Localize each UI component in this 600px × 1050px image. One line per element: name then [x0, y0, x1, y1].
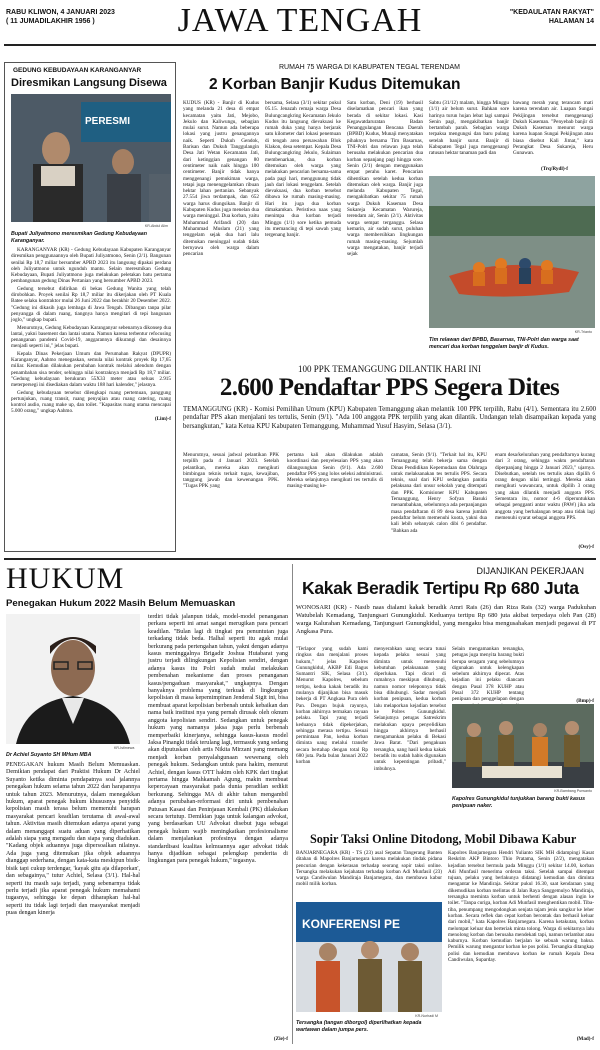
author-sign: (Bmp)-f	[576, 698, 594, 704]
story-lead: WONOSARI (KR) - Nasib naas dialami kakak beradik Amri Rais (26) dan Riza Rais (32) warga Padukuhan Watubelah Kemadang, Tanjungsari Gunungkidul. Keduanya tertipu Rp 680 juta akibat terpedaya oleh Pan (28) warga Kalurahan Kemadang, Tanjungsari Gunungkidul, yang mengaku bisa mengusahakan menjadi pegawai di PT Angkasa Pura.	[296, 604, 596, 635]
body-paragraph: Gedung kebudayaan tersebut dilengkapi ruang pertemuan, panggung pertunjukan, ruang transit, ruang penyajian atau ruang catering, ruang kontrol audio, ruang make up, dan toilet. "Kapasitas ruang utama mencapai 5.000 orang," ungkap Aahmo.	[11, 389, 171, 415]
story-kicker: 100 PPK TEMANGGUNG DILANTIK HARI INI	[297, 364, 482, 374]
author-sign: (Osy)-f	[578, 544, 594, 550]
slogan: "KEDAULATAN RAKYAT"	[509, 9, 594, 16]
story-kicker: GEDUNG KEBUDAYAAN KARANGANYAR	[13, 67, 142, 74]
photo-credit: KR-Istimewa	[114, 746, 135, 750]
section-title: HUKUM	[6, 562, 125, 595]
body-paragraph: Gedung tersebut didirikan di bekas Gedung Wanita yang telah dirobohkan. Proyek senilai Rp 18,7 miliar itu dikerjakan oleh PT Kuala Batee selaku kontraktor mulai 26 Juni 2022 dan berakhir 20 Desember 2022. "Gedung ini dikasih juga lembaga di Jawa Tengah. Dibangun tanpa pilar penyangga di dalam ruang, tiangnya hanya mengitari di tepi bangunan joglo," ungkap bupati.	[11, 285, 171, 324]
flood-rescue-photo	[429, 176, 595, 328]
press-conference-photo	[296, 902, 442, 1012]
photo-caption: Dr Achiel Suyanto SH MHum MBA	[6, 752, 92, 758]
story-column: Kapolres Banjarnegara Hendri Yulianto SIK MH didampingi Kasat Reskrim AKP Bintoro Thio Pratama, Senin (2/2), mengatakan kejadian tersebut bermula pada Minggu (1/1) sekitar 14.00, korban Adi Munfasil menerima orderan taksi. Setelah sampai ditempat tujuan, pelaku yang berlakunya didatangi kemudian dan diminta mengantar ke Mandiraja. Sekitar pukul 16.30, saat kendaraan yang dikemudikan korban melintas di Jalan Raya Sanggemulyo Mandiraja, tersangka meminta korban untuk berhenti dengan alasan ingin ke toilet. "Tanpa curiga, korban Adi Munfasil menghentikan mobil. Tiba-tiba, penumpang mengodongkan senjata tajam jenis sangkur ke leher korban. Secara reflek dan cepat korban berontak dan berhasil keluar dari mobil," kata Kapolres Banjarnegara. Karena ketakutan, korban melompat keluar dan berteriak minta tolong. Warga di sekitarnya lalu menolong korban dan berusaha mendekati tapi, namun terlambat atau kaburnya. Korban kemudian berjalan ke sebuah warung baksa. Pemilik warung mengantar korban ke pos polisi. Tersangka ditangkap polisi dan kemudian membawa korban ke rumah Kepala Desa Candiwulan, Suparday.	[448, 850, 594, 964]
story-column: bawang merah yang terancam mati karena terendam air. Luapan Sungai Pekijingan tersebut menggenangi Dukuh Kaseman. "Penyebab banjir di Dukuh Kaseman menurut warga karena luapan Sungai Pekijingan atau biasa disebut Kali Jimat," kata Perangkat Desa Sukareja, Heru Gunawan.	[513, 100, 593, 157]
story-headline: 2 Korban Banjir Kudus Ditemukan	[209, 76, 461, 93]
story-column: camatan, Senin (9/1). "Terkait hal itu, KPU Temanggung telah bekerja sama dengan Dinas Pendidikan Kepemudaan dan Olahraga untuk melaksanakan tes tertulis PPS. Secara teknis, soal dari KPU sedangkan panitia pelaksana dari unsur sekolah yang ditempati dan PPK. Komisioner KPU Kabupaten Temanggung, Henry Sofyan Basuki menambahkan, sebelumnya ada perpanjangan masa pendaftaran di 89 desa karena jumlah pendaftar belum memenuhi kuota, yakni dua kali lebih sebanyak calon dibi 6 pendaftar. "Bahkan ada	[391, 452, 487, 534]
story-column: bersama, Selasa (3/1) sekitar pukul 05.15. Jenazah remaja warga Desa Bulungcangkring Kecamatan Jekulo Kudus itu langsung dievakuasi ke rumah duka yang hanya berjarak satu kilometer dari lokasi penemuan di tengah area persawahan Blok Klakon, desa setempat. Kepala Desa Bulungcangkring Jekulo, Sulaiman membenarkan, dua korban ditemukan oleh warga yang melakukan pencarian bersama-sama pada pagi hari, menggunung tidak jauh dari lokasi tenggelam. Setelah dievakuasi, dua korban tersebut dibawa ke rumah masing-masing. Hari itu juga dua korban dimakamkan. Peristiwa naas yang menimpa dua korban terjadi Minggu (1/1) sore ketika pemuda itu memancing di tepi sawah yang tergenang banjir.	[265, 100, 341, 239]
story-column: enam desa/kelurahan yang pendaftarnya kurang dari 3 orang, sehingga waktu pendaftaran diperpanjang hingga 2 Januari 2023," ujarnya. Disebutkan, setelah tes tertulis akan dipilih 6 orang dengan nilai tertinggi. Mereka akan mengikuti wawancara, untuk dipilih 3 orang yang akan dilantik menjadi anggota PPS. Sementara itu, nomor 4-6 diperuntukkan sebagai pengganti antar waktu (PAW) jika ada anggota yang berhalangan tetap atau tidak lagi memenuhi syarat sebagai anggota PPS.	[495, 452, 595, 521]
body-paragraph: Menurutnya, Gedung Kebudayaan Karanganyar sebenarnya dikonsep dua lantai, yakni basement dan lantai utama. Namun karena terbentur refocusing penanganan pandemi Covid-19, anggarannya dikurangi dan desainnya menjadi seperti ini," jelas bupati.	[11, 324, 171, 350]
story-gedung-kebudayaan	[4, 62, 176, 552]
photo-caption: Bupati Juliyatmono meresmikan Gedung Kebudayaan Karanganyar.	[11, 231, 147, 244]
story-kicker: RUMAH 75 WARGA DI KABUPATEN TEGAL TERENDAM	[279, 64, 460, 71]
photo-credit: KR-Nurhadi M	[415, 1014, 438, 1018]
story-headline: 2.600 Pendaftar PPS Segera Dites	[219, 374, 560, 401]
photo-caption: Kapolres Gunungkidul tunjukkan barang bukti kasus penipuan naker.	[452, 796, 586, 809]
story-sopir-taksi	[296, 832, 596, 1046]
story-column: Satu korban, Deni (19) berhasil diselamatkan pencari ikan yang berada di sekitar lokasi. Kasi Kegawatdaruratan Badan Penanggulangan Bencana Daerah (BPBD) Kudus, Munaji menyatakan pihaknya bersama Tim Basarnas, TNI-Polri dan relawan juga telah berusaha melakukan pencarian dua korban sepanjang pagi hingga sore. Senin (2/1) dengan menggunakan empat perahu karet. Pencarian dihentikan setelah kedua korban ditemukan oleh warga. Banjir juga melanda Kabupaten Tegal, mengakibatkan sekitar 75 rumah warga Dukuh Kaseman Desa Sukareja Kecamatan Warureja, terendam air, Senin (2/1). Aktivitas warga sempat terganggu. Selasa kemarin, air sudah surut, puluhan warga membersihkan lingkungan rumah masing-masing. Sejumlah warga mengatakan, banjir terjadi sejak	[347, 100, 423, 258]
masthead-rule	[4, 44, 596, 46]
story-headline: Diresmikan Langsung Disewa	[11, 77, 167, 89]
story-photo	[11, 94, 171, 222]
photo-caption: Tersangka (tangan diborgol) diperlihatkan kepada wartawan dalam jumpa pers.	[296, 1020, 422, 1033]
section-hukum	[4, 562, 290, 1046]
author-sign: (Lim)-f	[154, 415, 171, 422]
story-column: terdiri tidak jalanpun tidak, model-model penanganan perkara seperti ini amat sangat merugikan para pencari keadilan. "Bulan lagi di tingkat pra penuntutan juga terkadang tidak beda. Halhal seperti itu agak mulai berkurang pada pertengahan tahun, yakni dengan adanya kasus meninggalnya Brigadir Joshua Hutabarat yang justru terjadi dilingkungan Kepolisian sendiri, dengan adanya kasus itu Polri sudah mulai melakukan pembenahan mekanisme dan proses penanganan kasus/pengaduan masyarakat," ungkapnya. Dengan banyaknya problema yang terkuak di lingkungan kepolisian di masa kepemimpinan Jenderal Sigit ini, bisa membuat aparat kepolisian berbenah untuk kebaikan dan nama baik institusi nya yang pernah dirusak oleh oknum anggota kepolisian sendiri. Sedangkan untuk penegak hukum yang namanya jaksa juga perlu berbenah memperbaiki kinerjanya, sehingga kasus-kasus model Jaksa Pinangki tidak terulang lagi, termasuk yang sedang akan diputuskan oleh artis Nikita Mirzani yang memang menjadi korban penyalahgunaan wewenang oleh penegak hukum. Sedangkan untuk para hakim, menurut Achiel, dengan kasus OTT hakim oleh KPK dari tingkat pertama hingga Mahkamah Agung, makin membuat kepercayaan masyarakat pada dunia peradilan sedikit berkurang. Sehingga MA di akhir tahun mengambil adanya perubahan-reformasi diri untuk pembenahan Putusan Kasasi dan Peninjauan Kembali (PK) dilakukan secara tertutup. Demikian juga untuk kalangan advokat, yang berdasarkan UU Advokat disebut juga sebagai penegak hukum wajib meningkatkan profesionalisme dalam menjalankan profesinya dengan adanya standardisasi kualitas kelmuannya agar advokat tidak hanya dijadikan sebagai pelengkap penderita di lingkungan para penegak hukum," tegasnya.	[148, 614, 288, 865]
story-photo	[429, 176, 595, 328]
author-sign: (Mad)-f	[576, 1036, 594, 1042]
hijri-date-line: ( 11 JUMADILAKHIR 1956 )	[6, 18, 95, 25]
body-paragraph: KARANGANYAR (KR) - Gedung Kebudayaan Kabupaten Karanganyar diresmikan penggunaannya oleh Bupati Juliyatmono, Senin (2/1). Bangunan senilai Rp 18,7 miliar bersumber APBD 2023 itu langsung dipakai perdana oleh Juliyatmono untuk ngunduh mantu. Selain meresmikan Gedung Kebudayaan, Bupati Juliyatmono juga melakukan peletakan batu pertama pembangunan gedung Dinas Pertanian yang bersumber APBD 2023.	[11, 247, 171, 285]
story-photo	[296, 902, 442, 1012]
story-column: Sabtu (31/12) malam, hingga Minggu (1/1) air belum surut. Bahkan sore harinya turun hujan lebat lagi sampai Senin pagi, mengakibatkan banjir bertambah parah. Sebagian warga terpaksa mengungsi dan baru pulang setelah banjir surut. Banjir di Kabupaten Tegal juga menggenangi ratusan hektar tanaman padi dan	[429, 100, 509, 157]
story-column: PENEGAKAN hukum Masih Belum Memuaskan. Demikian pendapat dari Praktisi Hukum Dr Achiel Suyanto ketika diminta pendapatnya soal jalannya penegakan hukum selama tahun 2022 dan harapannya untuk tahun 2023. Menurutnya, dalam menegakkan hukum, aparat penegak hukum khususnya penyidik kepolisian masih terasa belum memenuhi harapan masyarakat pencari keadilan terutama di awal-awal tahun. Aktivitas masih ditemukan adanya aparat yang dalam menanggapi suatu aduan yang diperhatikan adalah siapa yang mengadu dan siapa yang diadukan. "Kadang objek aduannya juga dipersoalkan nilainya. Ada juga yang ditemukan jika objek aduannya dianggap sederhana, dengan kata-kata meskipun bisik-bisik tapi cukup terdengar, 'kayak gitu aja dilaporkan', dan sebagainya," tutur Achiel, Selasa (3/1). Hal-hal seperti itu masih saja terjadi, yang sebenarnya tidak perlu terjadi jika aparat penegak hukum memahami tugasnya, sehingga ke depan diharapkan hal-hal seperti itu tidak lagi terjadi dan masyarakat menjadi puas dengan kinerja	[6, 762, 140, 917]
police-evidence-photo	[452, 704, 594, 788]
story-column: Selain mengamankan tersangka, petugas juga menyita barang bukti berupa seragam yang sebelumnya digunakan untuk kelengkapan sebelum akhirnya dipecat. Atas kejadian ini pelaku diancam dengan Pasal 378 KUHP atau Pasal 372 KUHP tentang penipuan dan penggelapan dengan	[452, 646, 524, 703]
photo-credit: KR-Bambang Purwanto	[554, 789, 592, 793]
issue-info	[510, 8, 594, 26]
story-column: pertama kali akan dilakukan adalah koordinasi dan penyelesaian PPS yang akan dilangsungkan Senin (9/1). Ada 2.600 pendaftar PPS yang lolos seleksi administrasi. Mereka selanjutnya mengikuti tes tertulis di masing-masing ke-	[287, 452, 383, 490]
photo-caption: Tim relawan dari BPBD, Basarnas, TNI-Polri dan warga saat mencari dua korban tenggelam banjir di Kudus.	[429, 337, 579, 350]
portrait-photo	[6, 614, 140, 744]
masthead: JAWA TENGAH	[177, 2, 423, 39]
story-column: Menurutnya, sesuai jadwal pelantikan PPK terpilih pada 4 Januari 2023. Setelah pelantikan, mereka akan mengikuti bimbingan teknis terkait tugas, kewajiban, tanggung jawab dan kewenangan PPK. "Tugas PPK yang	[183, 452, 279, 490]
photo-sign-text: PERESMI	[85, 116, 131, 127]
photo-credit: KR-Abdul Alim	[144, 224, 168, 228]
photo-credit: KR-Trianto	[574, 330, 592, 334]
story-kakak-beradik	[296, 564, 596, 826]
story-column: "Terlapor yang sudah kami ringkus dan menjalani proses hukum," jelas Kapolres Gunungkidul, AKBP Edi Bagus Sumantri SIK, Selasa (3/1). Menurut Kapolres, sebelum tertipu, kedua kakak beradik itu mulanya dijanjikan bisa masuk bekerja di PT Angkasa Pura oleh Pan. Dengan bujuk rayunya, korban akhirnya termakan rayuan pelaku. Tapi yang terjadi keduanya tidak dipekerjakan, sehingga merasa tertipu. Sesuai permintaan Pan, kedua korban diminta uang melalui transfer secara bertahap dengan total Rp 680 juta. Pada bulan Januari 2022 korban	[296, 646, 368, 766]
story-headline: Penegakan Hukum 2022 Masih Belum Memuaskan	[6, 598, 236, 609]
story-column: menyerahkan uang secara tunai kepada pelaku sesuai yang diminta untuk memenuhi kebutuhan pelaksanaan yang diperlukan. Tapi dicuri di rumahnya meskipun dihubungi, namun nomor teleponnya tidak bisa dihubungi. Sadar menjadi korban penipuan, kedua korban lalu melaporkan kejadian tersebut ke Polres Gunungkidul. Selanjutnya petugas Satreskrim melakukan upaya penyelidikan hingga akhirnya berhasil mengamankan pelaku di Bekasi Jawa Barat. "Dari pengakuan tersangka, uang hasil kedua kakak beradik itu sudah habis digunakan untuk kepentingan pribadi," imbuhnya.	[374, 646, 446, 772]
story-headline: Sopir Taksi Online Ditodong, Mobil Dibawa Kabur	[310, 832, 577, 846]
story-body	[11, 247, 171, 547]
portrait-image	[6, 614, 140, 744]
story-pps-temanggung	[183, 364, 596, 556]
date-line: RABU KLIWON, 4 JANUARI 2023	[6, 9, 115, 16]
body-paragraph: Kepala Dinas Pekerjaan Umum dan Perumahan Rakyat (DPUPR) Karanganyar, Aahmo menegaskan, semula nilai kontrak proyek Rp 17,65 miliar. Kemudian dilakukan perubahan kontrak melalui adendum dengan penambahan sisa tender, sehingga nilai kontraknya menjadi Rp 18,7 miliar. "Gedung kebudayaan berukuran 55X33 meter atau seluas 2.915 meterpersegi ini disediakan dalam waktu 188 hari kalender," jelasnya.	[11, 350, 171, 389]
banner-text: KONFERENSI PE	[302, 917, 401, 931]
story-headline: Kakak Beradik Tertipu Rp 680 Juta	[302, 578, 579, 598]
column-divider	[292, 564, 293, 1044]
author-sign: (Zie)-f	[273, 1036, 288, 1042]
ceremony-photo	[11, 94, 171, 222]
page-number: HALAMAN 14	[548, 18, 594, 25]
story-column: KUDUS (KR) - Banjir di Kudus yang melanda 21 desa di empat kecamatan yaitu Jati, Mejobo, Jekulo dan Kaliwungu, sebagian mulai surut. Namun ada beberapa lokasi yang justru genangannya naik. Seperti Dukuh Gendok, Barisan dan Dukuh Tanggulangin Desa Jati Wetan Kecamatan Jati, dari ketinggian genangan 80 centimeter naik naik hingga 100 centimeter. Banjir tidak hanya menggenangi pemukiman warga, tetapi juga menenggelamkan ribuan hektar lahan pertanian. Sebanyak 27.554 jiwa terdampak, dan 652 warga harus diungsikan. Banjir di Kabupaten Kudus juga menelan dua warga meninggal. Dua korban, yaitu Muhammad Arifandi (20) dan Muhammad Muslam (21) yang tenggelam sejak dua hari lalu ditemukan meninggal sudah tidak bernyawa oleh warga dalam pencarian	[183, 100, 259, 258]
story-kicker: DIJANJIKAN PEKERJAAN	[476, 566, 584, 576]
section-rule	[4, 558, 596, 560]
story-banjir-kudus	[183, 60, 596, 360]
story-column: BANJARNEGARA (KR) - TS (23) asal Sepatan Tangerang Banten ditahan di Mapolres Banjarnegara karena melakukan tindak pidana pencurian dengan kekerasan terhadap seorang sopir taksi online. Tersangka melakukan kejahatan terhadap korban Adi Munfasil (23) warga Candiwulan Mandiraja Banjarnegara, dan membawa kabur mobil milik korban.	[296, 850, 442, 888]
story-photo	[452, 704, 594, 788]
author-sign: (Trq/Rydl)-f	[541, 166, 569, 172]
story-lead: TEMANGGUNG (KR) - Komisi Pemilihan Umum (KPU) Kabupaten Temanggung akan melantik 100 PPK terpilih, Rabu (4/1). Sementara itu 2.600 pendaftar PPS akan menjalani tes tertulis, Senin (9/1). "Ada 100 anggota PPK terpilih yang akan dilantik. Undangan telah disampaikan kepada yang bersangkutan," kata Ketua KPU Kabupaten Temanggung, Muhammad Yusuf Hasyim, Selasa (3/1).	[183, 406, 596, 430]
